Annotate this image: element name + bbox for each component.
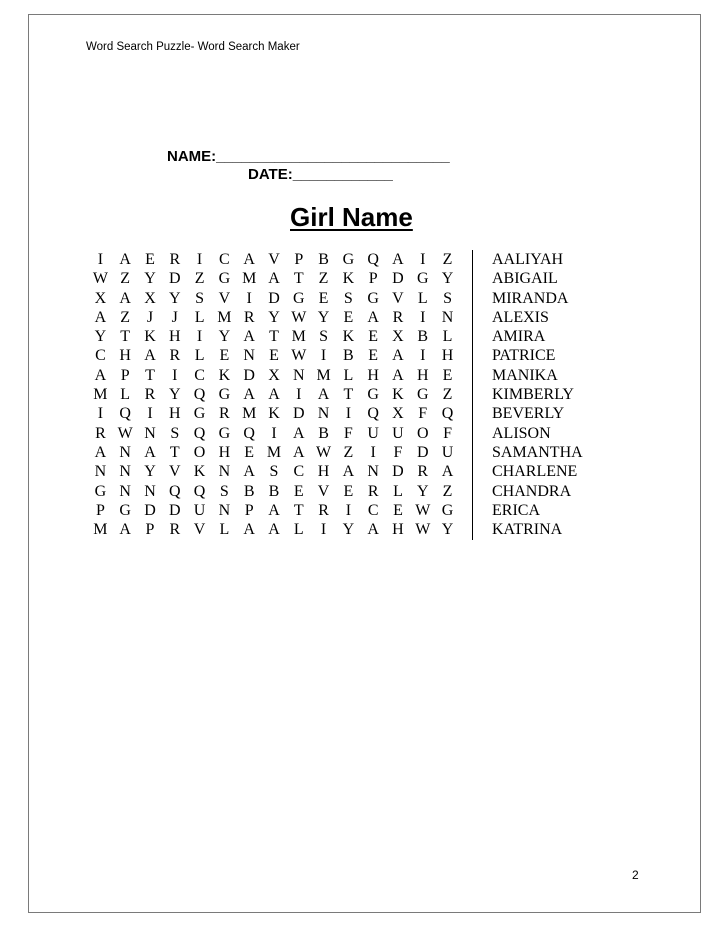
grid-letter: M [242, 405, 257, 423]
grid-letter: W [92, 270, 108, 288]
grid-letter: S [319, 328, 329, 346]
grid-letter: O [416, 424, 429, 442]
grid-letter: A [119, 251, 131, 268]
grid-letter: D [392, 463, 404, 481]
grid-letter: J [171, 308, 178, 326]
grid-letter: E [293, 482, 304, 500]
grid-letter: P [368, 270, 378, 288]
grid-letter: L [194, 308, 205, 326]
grid-letter: F [418, 405, 428, 423]
grid-letter: R [417, 463, 429, 481]
grid-letter: T [293, 270, 304, 288]
grid-letter: D [292, 405, 305, 423]
grid-letter: A [119, 289, 131, 307]
grid-letter: A [243, 386, 255, 404]
grid-letter: X [94, 289, 107, 307]
grid-letter: L [343, 366, 354, 384]
grid-letter: N [218, 463, 231, 481]
grid-letter: K [144, 328, 156, 346]
grid-letter: A [94, 366, 107, 384]
grid-letter: W [291, 347, 307, 365]
grid-letter: N [119, 463, 131, 481]
grid-letter: R [169, 251, 181, 268]
grid-letter: C [293, 463, 305, 481]
grid-row [88, 482, 460, 501]
grid-letter: L [442, 328, 453, 346]
grid-letter: N [441, 308, 454, 326]
grid-letter: D [144, 501, 156, 519]
grid-letter: M [316, 366, 331, 384]
grid-letter: Z [343, 443, 354, 461]
grid-letter: G [292, 289, 305, 307]
grid-letter: N [243, 347, 255, 365]
grid-letter: H [441, 347, 454, 365]
grid-letter: D [416, 443, 429, 461]
grid-letter: P [145, 521, 155, 539]
grid-letter: A [392, 251, 404, 268]
grid-letter: I [172, 366, 178, 384]
grid-letter: X [268, 366, 280, 384]
grid-letter: A [243, 463, 255, 481]
grid-letter: I [196, 328, 203, 346]
grid-letter: Y [342, 521, 355, 539]
grid-letter: H [169, 405, 181, 423]
grid-letter: K [342, 270, 355, 288]
grid-letter: E [368, 328, 379, 346]
grid-letter: D [243, 366, 255, 384]
grid-letter: H [317, 463, 330, 481]
grid-letter: I [97, 251, 104, 268]
grid-letter: Y [441, 521, 454, 539]
grid-divider [472, 250, 473, 540]
grid-letter: B [343, 347, 354, 365]
grid-letter: G [193, 405, 206, 423]
grid-letter: T [293, 501, 304, 519]
grid-letter: E [145, 251, 155, 268]
word-list-item: CHARLENE [492, 463, 578, 481]
letter-grid [88, 250, 460, 539]
grid-letter: V [218, 289, 231, 307]
grid-letter: I [345, 405, 352, 423]
grid-letter: C [219, 251, 230, 268]
grid-letter: A [392, 366, 404, 384]
grid-letter: A [94, 443, 107, 461]
grid-letter: T [145, 366, 155, 384]
word-list-item: KIMBERLY [492, 386, 574, 404]
grid-letter: Q [367, 405, 379, 423]
grid-letter: V [169, 463, 181, 481]
grid-letter: L [219, 521, 230, 539]
grid-row [88, 269, 460, 288]
grid-letter: R [144, 386, 156, 404]
grid-letter: Z [120, 270, 131, 288]
grid-letter: R [318, 501, 329, 519]
grid-letter: B [268, 482, 280, 500]
grid-letter: I [196, 251, 203, 268]
grid-letter: Q [193, 386, 206, 404]
grid-letter: Q [193, 424, 206, 442]
grid-letter: N [292, 366, 305, 384]
grid-letter: U [367, 424, 379, 442]
grid-letter: F [343, 424, 353, 442]
grid-letter: A [268, 521, 280, 539]
grid-letter: N [94, 463, 107, 481]
grid-letter: L [417, 289, 428, 307]
word-list-item: BEVERLY [492, 405, 565, 423]
grid-row [88, 327, 460, 346]
grid-letter: H [367, 366, 379, 384]
grid-letter: E [442, 366, 453, 384]
grid-letter: A [367, 521, 379, 539]
grid-letter: D [392, 270, 404, 288]
grid-letter: G [94, 482, 107, 500]
grid-letter: N [119, 443, 131, 461]
grid-letter: G [119, 501, 131, 519]
grid-letter: H [169, 328, 181, 346]
grid-row [88, 424, 460, 443]
grid-letter: Y [94, 328, 107, 346]
grid-letter: N [144, 482, 156, 500]
grid-letter: G [416, 386, 429, 404]
grid-letter: N [144, 424, 156, 442]
grid-letter: F [393, 443, 403, 461]
puzzle-title: Girl Name [290, 202, 413, 232]
grid-letter: Q [243, 424, 255, 442]
date-field-line: DATE:____________ [248, 166, 393, 183]
grid-letter: Z [442, 482, 453, 500]
grid-row [88, 462, 460, 481]
grid-letter: U [193, 501, 206, 519]
word-list [492, 250, 583, 539]
grid-letter: I [296, 386, 302, 404]
word-list-item: PATRICE [492, 347, 556, 365]
grid-letter: E [318, 289, 329, 307]
grid-letter: H [392, 521, 404, 539]
grid-letter: I [370, 443, 376, 461]
grid-letter: I [320, 347, 327, 365]
grid-letter: A [144, 443, 156, 461]
page-number: 2 [632, 868, 639, 882]
grid-letter: P [120, 366, 130, 384]
grid-letter: R [95, 424, 106, 442]
grid-letter: E [269, 347, 279, 365]
grid-letter: T [269, 328, 279, 346]
page-header: Word Search Puzzle- Word Search Maker [86, 41, 300, 53]
grid-letter: V [317, 482, 330, 500]
grid-letter: A [243, 521, 255, 539]
grid-letter: W [117, 424, 133, 442]
grid-letter: U [392, 424, 404, 442]
grid-letter: S [219, 482, 229, 500]
grid-letter: I [271, 424, 277, 442]
grid-letter: S [170, 424, 180, 442]
name-field-line: NAME:____________________________ [167, 148, 450, 165]
grid-letter: R [219, 405, 230, 423]
grid-letter: I [97, 405, 104, 423]
grid-letter: X [392, 405, 404, 423]
grid-letter: E [343, 308, 354, 326]
grid-letter: G [342, 251, 355, 268]
grid-letter: G [441, 501, 454, 519]
grid-row [88, 346, 460, 365]
grid-letter: A [392, 347, 404, 365]
word-list-item: ABIGAIL [492, 270, 558, 288]
grid-letter: Y [317, 308, 330, 326]
grid-letter: S [443, 289, 452, 307]
grid-letter: P [294, 251, 304, 268]
grid-letter: Q [169, 482, 181, 500]
word-list-item: KATRINA [492, 521, 563, 539]
grid-letter: E [219, 347, 230, 365]
grid-letter: A [292, 443, 305, 461]
grid-letter: H [416, 366, 429, 384]
grid-letter: T [343, 386, 354, 404]
grid-letter: L [393, 482, 403, 500]
grid-letter: R [169, 347, 181, 365]
grid-letter: W [415, 521, 431, 539]
grid-letter: I [420, 308, 426, 326]
grid-letter: M [93, 521, 108, 539]
grid-letter: Q [119, 405, 131, 423]
grid-letter: E [393, 501, 403, 519]
word-list-item: SAMANTHA [492, 443, 583, 461]
grid-letter: W [415, 501, 431, 519]
grid-letter: L [194, 347, 205, 365]
grid-letter: A [144, 347, 156, 365]
grid-row [88, 404, 460, 423]
grid-letter: X [392, 328, 404, 346]
grid-letter: L [293, 521, 304, 539]
word-list-item: AALIYAH [492, 251, 564, 268]
grid-letter: R [169, 521, 181, 539]
grid-letter: I [147, 405, 153, 423]
grid-letter: B [318, 424, 329, 442]
grid-letter: G [367, 386, 379, 404]
grid-letter: G [367, 289, 379, 307]
grid-letter: G [218, 270, 231, 288]
grid-letter: N [218, 501, 231, 519]
word-list-item: ERICA [492, 501, 540, 519]
grid-letter: T [120, 328, 131, 346]
word-list-item: MANIKA [492, 366, 558, 384]
grid-letter: D [268, 289, 280, 307]
grid-row [88, 250, 460, 269]
grid-row [88, 366, 460, 385]
grid-letter: B [417, 328, 429, 346]
grid-letter: M [93, 386, 108, 404]
grid-letter: K [268, 405, 280, 423]
grid-letter: A [94, 308, 107, 326]
grid-letter: C [367, 501, 379, 519]
grid-letter: R [367, 482, 379, 500]
grid-letter: M [266, 443, 282, 461]
grid-letter: Z [194, 270, 205, 288]
grid-letter: I [420, 251, 426, 268]
grid-letter: J [146, 308, 154, 326]
grid-letter: Y [416, 482, 429, 500]
grid-letter: A [243, 251, 255, 268]
grid-letter: K [392, 386, 404, 404]
word-list-item: MIRANDA [492, 289, 569, 307]
grid-row [88, 385, 460, 404]
grid-letter: I [420, 347, 426, 365]
grid-letter: Q [367, 251, 379, 268]
grid-letter: Q [441, 405, 454, 423]
grid-letter: W [316, 443, 332, 461]
grid-letter: A [367, 308, 379, 326]
grid-row [88, 501, 460, 520]
grid-letter: O [193, 443, 206, 461]
grid-letter: A [317, 386, 330, 404]
word-list-item: ALEXIS [492, 308, 549, 326]
grid-letter: V [268, 251, 280, 268]
grid-letter: Y [169, 386, 181, 404]
grid-letter: G [218, 424, 231, 442]
grid-letter: W [291, 308, 307, 326]
grid-letter: H [119, 347, 131, 365]
grid-letter: A [342, 463, 355, 481]
grid-letter: P [95, 501, 105, 519]
grid-row [88, 520, 460, 539]
word-list-item: CHANDRA [492, 482, 572, 500]
grid-letter: A [119, 521, 131, 539]
grid-letter: N [317, 405, 330, 423]
grid-letter: S [195, 289, 205, 307]
grid-letter: I [246, 289, 252, 307]
grid-letter: Y [268, 308, 280, 326]
grid-letter: T [169, 443, 180, 461]
grid-row [88, 443, 460, 462]
grid-letter: A [268, 270, 280, 288]
grid-letter: B [318, 251, 329, 268]
grid-letter: Z [120, 308, 131, 326]
grid-letter: F [443, 424, 452, 442]
grid-letter: I [320, 521, 327, 539]
grid-letter: C [95, 347, 106, 365]
grid-letter: A [243, 328, 255, 346]
grid-letter: G [416, 270, 429, 288]
grid-letter: V [392, 289, 404, 307]
grid-letter: A [268, 386, 280, 404]
word-list-item: AMIRA [492, 328, 546, 346]
grid-letter: K [342, 328, 355, 346]
grid-letter: Z [442, 386, 453, 404]
grid-row [88, 289, 460, 308]
grid-letter: A [441, 463, 454, 481]
grid-letter: Q [193, 482, 206, 500]
grid-letter: Y [144, 270, 156, 288]
grid-letter: A [292, 424, 305, 442]
grid-letter: E [368, 347, 379, 365]
grid-letter: E [244, 443, 255, 461]
grid-letter: L [120, 386, 131, 404]
grid-letter: Y [144, 463, 156, 481]
grid-letter: Z [442, 251, 453, 268]
grid-letter: P [244, 501, 254, 519]
grid-letter: D [169, 501, 181, 519]
grid-letter: I [345, 501, 352, 519]
grid-letter: M [242, 270, 257, 288]
grid-letter: R [392, 308, 404, 326]
grid-letter: R [243, 308, 255, 326]
grid-letter: H [218, 443, 231, 461]
grid-letter: D [169, 270, 181, 288]
grid-row [88, 308, 460, 327]
grid-letter: Y [441, 270, 454, 288]
word-list-item: ALISON [492, 424, 551, 442]
grid-letter: C [194, 366, 205, 384]
grid-letter: U [441, 443, 454, 461]
grid-letter: Y [218, 328, 231, 346]
grid-letter: V [193, 521, 206, 539]
grid-letter: Y [169, 289, 181, 307]
grid-letter: Z [318, 270, 329, 288]
grid-letter: N [367, 463, 379, 481]
grid-letter: S [343, 289, 353, 307]
grid-letter: N [119, 482, 131, 500]
grid-letter: G [218, 386, 231, 404]
grid-letter: K [218, 366, 231, 384]
grid-letter: M [291, 328, 306, 346]
grid-letter: K [193, 463, 206, 481]
grid-letter: B [243, 482, 255, 500]
grid-letter: A [268, 501, 280, 519]
grid-letter: M [217, 308, 232, 326]
grid-letter: X [144, 289, 156, 307]
grid-letter: S [269, 463, 279, 481]
grid-letter: E [343, 482, 354, 500]
